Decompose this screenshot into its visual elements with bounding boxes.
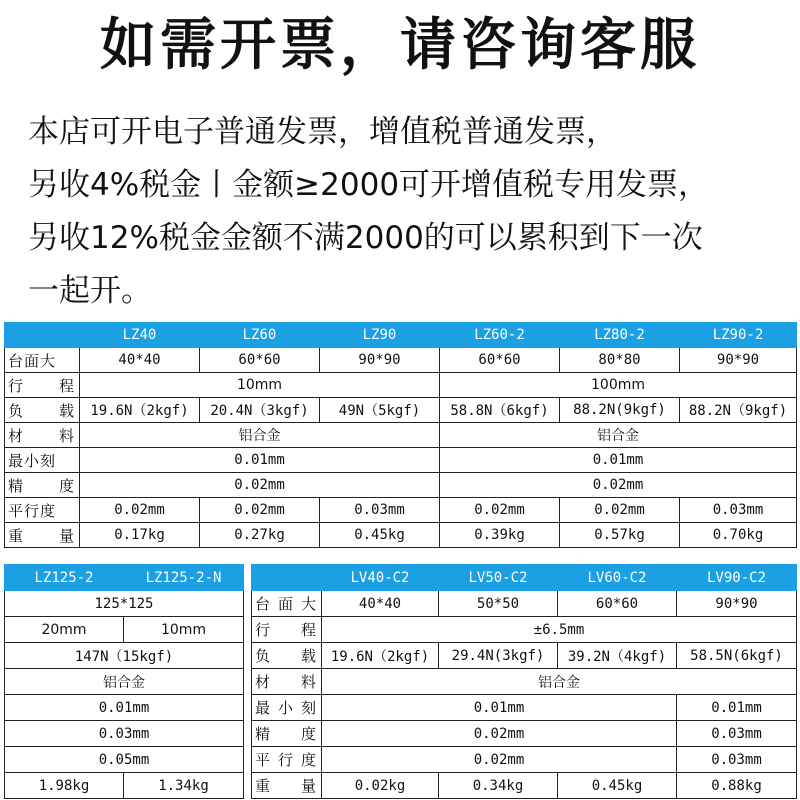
model-header: LV40-C2 (322, 565, 439, 591)
table-cell: 90*90 (320, 348, 440, 373)
table-cell: 1.34kg (124, 773, 244, 799)
table-row (5, 373, 797, 398)
table-row (5, 398, 797, 423)
table-cell: 0.01mm (677, 695, 797, 721)
table-row (5, 617, 244, 643)
table-cell: ±6.5mm (322, 617, 797, 643)
table-cell: 0.17kg (80, 523, 200, 548)
table-cell: 19.6N（2kgf) (322, 643, 439, 669)
table-row (252, 617, 797, 643)
model-header: LV50-C2 (439, 565, 558, 591)
table-cell: 80*80 (560, 348, 680, 373)
model-header: LZ40 (80, 323, 200, 348)
table-cell: 0.57kg (560, 523, 680, 548)
lv-spec-table (251, 564, 797, 799)
table-cell: 0.45kg (558, 773, 677, 799)
table-cell: 58.8N（6kgf) (440, 398, 560, 423)
model-header: LZ90-2 (680, 323, 797, 348)
table-cell: 40*40 (80, 348, 200, 373)
notice-line: 另收12%税金金额不满2000的可以累积到下一次 (28, 220, 703, 256)
table-cell: 0.01mm (440, 448, 797, 473)
table-cell: 铝合金 (5, 669, 244, 695)
table-cell: 铝合金 (322, 669, 797, 695)
table-cell: 20.4N（3kgf) (200, 398, 320, 423)
table-cell: 10mm (124, 617, 244, 643)
table-row (5, 348, 797, 373)
row-label: 台面大 (5, 348, 80, 373)
table-cell: 0.03mm (320, 498, 440, 523)
table-row (252, 695, 797, 721)
table-row (252, 591, 797, 617)
table-cell: 0.01mm (322, 695, 677, 721)
table-cell: 0.03mm (677, 747, 797, 773)
table-cell: 39.2N（4kgf) (558, 643, 677, 669)
table-cell: 0.05mm (5, 747, 244, 773)
table-row (5, 473, 797, 498)
row-label: 负载 (5, 398, 80, 423)
table-cell: 60*60 (200, 348, 320, 373)
table-cell: 49N（5kgf) (320, 398, 440, 423)
table-cell: 铝合金 (440, 423, 797, 448)
invoice-headline: 如需开票，请咨询客服 (100, 13, 700, 78)
header-blank (252, 565, 322, 591)
table-cell: 0.02mm (440, 498, 560, 523)
table-cell: 29.4N(3kgf) (439, 643, 558, 669)
table-cell: 0.03mm (5, 721, 244, 747)
table-header-row (252, 565, 797, 591)
row-label: 重量 (252, 773, 322, 799)
notice-line: 本店可开电子普通发票，增值税普通发票， (28, 114, 617, 150)
table-cell: 60*60 (558, 591, 677, 617)
table-cell: 0.02mm (440, 473, 797, 498)
table-row (5, 523, 797, 548)
row-label: 重量 (5, 523, 80, 548)
notice-line: 一起开。 (28, 273, 152, 309)
table-row (5, 448, 797, 473)
row-label: 最小刻 (5, 448, 80, 473)
table-row (5, 721, 244, 747)
table-row (252, 643, 797, 669)
table-cell: 100mm (440, 373, 797, 398)
table-cell: 90*90 (680, 348, 797, 373)
header-blank (5, 323, 80, 348)
table-cell: 0.02mm (322, 747, 677, 773)
table-row (5, 591, 244, 617)
lz125-spec-table (4, 564, 244, 799)
table-row (5, 423, 797, 448)
table-cell: 0.34kg (439, 773, 558, 799)
table-cell: 0.02kg (322, 773, 439, 799)
table-cell: 0.01mm (5, 695, 244, 721)
table-row (5, 643, 244, 669)
table-cell: 40*40 (322, 591, 439, 617)
row-label: 平行度 (252, 747, 322, 773)
table-row (252, 669, 797, 695)
row-label: 平行度 (5, 498, 80, 523)
table-cell: 58.5N(6kgf) (677, 643, 797, 669)
table-cell: 88.2N（9kgf) (680, 398, 797, 423)
model-header: LZ80-2 (560, 323, 680, 348)
table-row (252, 747, 797, 773)
table-cell: 60*60 (440, 348, 560, 373)
model-header: LZ125-2 (5, 565, 124, 591)
row-label: 台面大 (252, 591, 322, 617)
row-label: 材料 (5, 423, 80, 448)
table-cell: 20mm (5, 617, 124, 643)
table-cell: 0.03mm (680, 498, 797, 523)
invoice-notice (28, 106, 793, 318)
row-label: 负载 (252, 643, 322, 669)
table-header-row (5, 323, 797, 348)
table-row (5, 498, 797, 523)
table-cell: 0.03mm (677, 721, 797, 747)
row-label: 行程 (5, 373, 80, 398)
table-row (252, 773, 797, 799)
table-cell: 19.6N（2kgf) (80, 398, 200, 423)
table-cell: 0.02mm (560, 498, 680, 523)
table-cell: 0.45kg (320, 523, 440, 548)
row-label: 精度 (5, 473, 80, 498)
table-cell: 88.2N(9kgf) (560, 398, 680, 423)
table-row (5, 669, 244, 695)
model-header: LV90-C2 (677, 565, 797, 591)
table-cell: 0.02mm (322, 721, 677, 747)
table-row (5, 695, 244, 721)
table-cell: 0.70kg (680, 523, 797, 548)
table-cell: 0.39kg (440, 523, 560, 548)
table-header-row (5, 565, 244, 591)
model-header: LZ60 (200, 323, 320, 348)
row-label: 材料 (252, 669, 322, 695)
table-cell: 0.02mm (200, 498, 320, 523)
table-cell: 0.88kg (677, 773, 797, 799)
table-cell: 1.98kg (5, 773, 124, 799)
table-cell: 147N（15kgf) (5, 643, 244, 669)
model-header: LZ90 (320, 323, 440, 348)
notice-line: 另收4%税金丨金额≥2000可开增值税专用发票， (28, 167, 710, 203)
table-row (252, 721, 797, 747)
table-cell: 50*50 (439, 591, 558, 617)
row-label: 精度 (252, 721, 322, 747)
model-header: LV60-C2 (558, 565, 677, 591)
table-cell: 0.02mm (80, 473, 440, 498)
table-cell: 10mm (80, 373, 440, 398)
table-row (5, 747, 244, 773)
model-header: LZ60-2 (440, 323, 560, 348)
table-cell: 铝合金 (80, 423, 440, 448)
lz-spec-table (4, 322, 797, 548)
table-cell: 125*125 (5, 591, 244, 617)
table-cell: 0.02mm (80, 498, 200, 523)
table-cell: 0.27kg (200, 523, 320, 548)
row-label: 行程 (252, 617, 322, 643)
table-row (5, 773, 244, 799)
table-cell: 0.01mm (80, 448, 440, 473)
row-label: 最小刻 (252, 695, 322, 721)
table-cell: 90*90 (677, 591, 797, 617)
model-header: LZ125-2-N (124, 565, 244, 591)
